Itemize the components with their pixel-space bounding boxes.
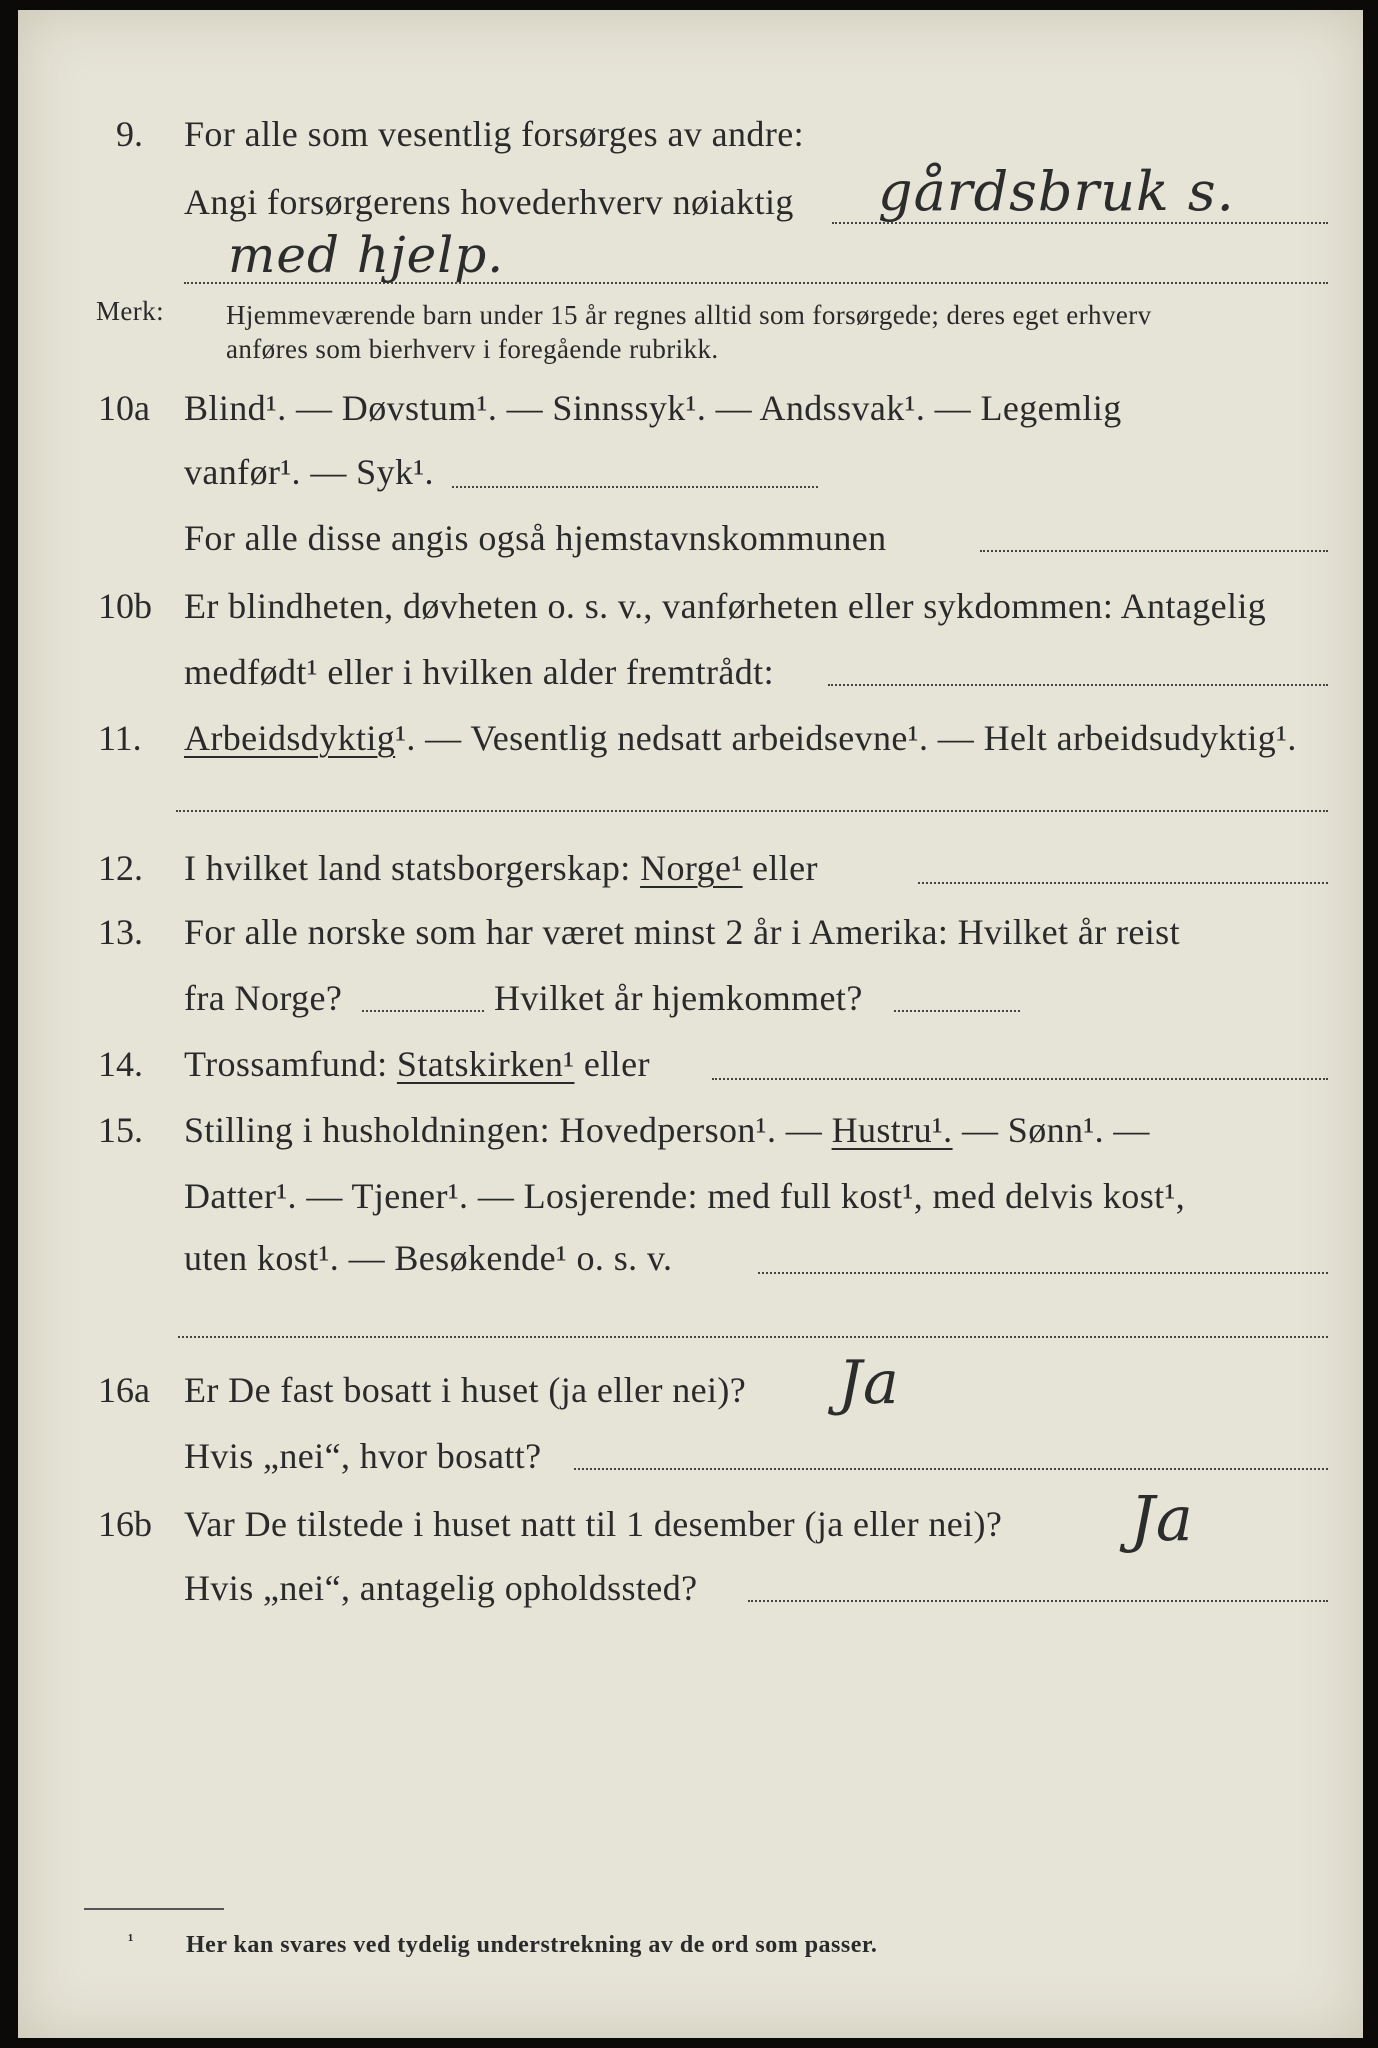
q16a-answer-line	[574, 1468, 1328, 1470]
q10a-line1: Blind¹. — Døvstum¹. — Sinnssyk¹. — Andssvak¹. — Legemlig	[184, 388, 1122, 428]
q14-suffix: eller	[583, 1044, 650, 1084]
q10a-line2: vanfør¹. — Syk¹.	[184, 452, 434, 492]
q10a-answer-line-2	[980, 550, 1328, 552]
q13-line2a: fra Norge?	[184, 978, 343, 1018]
item-number-9: 9.	[116, 114, 143, 154]
note-label: Merk:	[96, 296, 164, 326]
q14-line1	[184, 1042, 650, 1086]
q16a-line1: Er De fast bosatt i huset (ja eller nei)?	[184, 1370, 747, 1410]
q15-line1-suffix: — Sønn¹. —	[962, 1110, 1150, 1150]
q9-handwritten-answer-b: med hjelp.	[228, 226, 505, 284]
q13-answer-line-1	[362, 1010, 484, 1012]
item-number-10a: 10a	[98, 388, 150, 428]
q16b-line2: Hvis „nei“, antagelig opholdssted?	[184, 1568, 698, 1608]
q11-rest: ¹. — Vesentlig nedsatt arbeidsevne¹. — Helt arbeidsudyktig¹.	[395, 718, 1297, 758]
q16a-line2: Hvis „nei“, hvor bosatt?	[184, 1436, 542, 1476]
q13-line1: For alle norske som har været minst 2 år i Amerika: Hvilket år reist	[184, 912, 1180, 952]
census-form-page	[18, 10, 1363, 2038]
q16b-handwritten-answer: Ja	[1130, 1482, 1194, 1555]
note-line2: anføres som bierhverv i foregående rubrikk.	[226, 334, 719, 364]
item-number-12: 12.	[98, 848, 143, 888]
item-number-16a: 16a	[98, 1370, 150, 1410]
q15-line3: uten kost¹. — Besøkende¹ o. s. v.	[184, 1238, 673, 1278]
note-line1: Hjemmeværende barn under 15 år regnes alltid som forsørgede; deres eget erhverv	[226, 300, 1152, 330]
item-number-10b: 10b	[98, 586, 152, 626]
q10b-line2: medfødt¹ eller i hvilken alder fremtrådt:	[184, 652, 774, 692]
q15-line1-prefix: Stilling i husholdningen: Hovedperson¹. —	[184, 1110, 823, 1150]
q11-selected-option: Arbeidsdyktig	[184, 718, 396, 758]
q15-answer-line-1	[758, 1272, 1328, 1274]
q12-line1	[184, 846, 818, 890]
q15-selected-option: Hustru¹.	[831, 1110, 953, 1150]
footnote-text: Her kan svares ved tydelig understrekning av de ord som passer.	[186, 1932, 878, 1958]
q13-line2b: Hvilket år hjemkommet?	[494, 978, 863, 1018]
q10a-answer-line-1	[452, 486, 818, 488]
q10b-line1: Er blindheten, døvheten o. s. v., vanførheten eller sykdommen: Antagelig	[184, 586, 1267, 626]
q14-prefix: Trossamfund:	[184, 1044, 388, 1084]
q16b-answer-line	[748, 1600, 1328, 1602]
q12-selected-option: Norge¹	[640, 848, 743, 888]
q12-answer-line	[918, 882, 1328, 884]
q9-line1: For alle som vesentlig forsørges av andre:	[184, 114, 804, 154]
q15-line1	[184, 1108, 1150, 1152]
q16a-handwritten-answer: Ja	[838, 1348, 900, 1418]
item-number-13: 13.	[98, 912, 143, 952]
q15-line2: Datter¹. — Tjener¹. — Losjerende: med full kost¹, med delvis kost¹,	[184, 1176, 1186, 1216]
q12-prefix: I hvilket land statsborgerskap:	[184, 848, 631, 888]
q16b-line1: Var De tilstede i huset natt til 1 desember (ja eller nei)?	[184, 1504, 1003, 1544]
q14-selected-option: Statskirken¹	[396, 1044, 575, 1084]
q9-handwritten-answer-a: gårdsbruk s.	[878, 160, 1235, 223]
q10b-answer-line	[828, 684, 1328, 686]
footnote-rule	[84, 1908, 224, 1910]
q12-suffix: eller	[751, 848, 818, 888]
q10a-line3: For alle disse angis også hjemstavnskommunen	[184, 518, 887, 558]
item-number-15: 15.	[98, 1110, 143, 1150]
item-number-11: 11.	[98, 718, 142, 758]
item-number-14: 14.	[98, 1044, 143, 1084]
q9-line2-label: Angi forsørgerens hovederhverv nøiaktig	[184, 182, 794, 222]
item-number-16b: 16b	[98, 1504, 152, 1544]
footnote-marker: ¹	[128, 1930, 134, 1950]
q13-answer-line-2	[894, 1010, 1020, 1012]
q11-answer-line	[176, 810, 1328, 812]
q15-answer-line-2	[178, 1336, 1328, 1338]
q11-line1	[184, 716, 1297, 760]
q14-answer-line	[712, 1078, 1328, 1080]
